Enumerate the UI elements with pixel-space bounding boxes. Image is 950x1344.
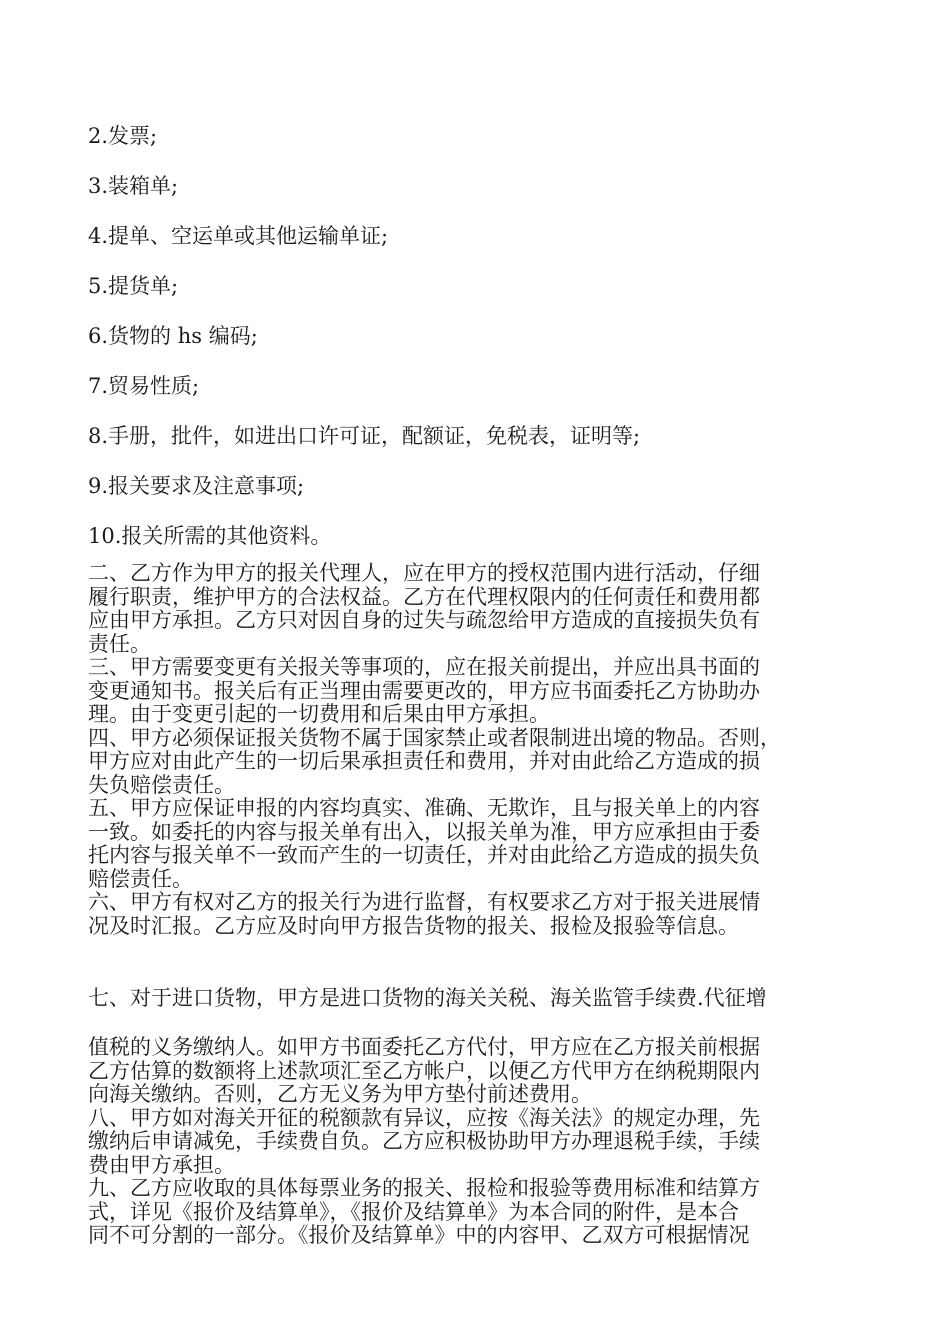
- list-item-invoice: 2.发票;: [88, 124, 158, 148]
- text-line: 六、甲方有权对乙方的报关行为进行监督，有权要求乙方对于报关进展情: [88, 890, 760, 914]
- text-line: 应由甲方承担。乙方只对因自身的过失与疏忽给甲方造成的直接损失负有: [88, 608, 760, 632]
- text-line: 履行职责，维护甲方的合法权益。乙方在代理权限内的任何责任和费用都: [88, 584, 760, 609]
- clauses-seven-to-nine: [88, 1036, 863, 1248]
- text-line: 缴纳后申请减免，手续费自负。乙方应积极协助甲方办理退税手续，手续: [88, 1129, 760, 1153]
- list-item-bill-of-lading: 4.提单、空运单或其他运输单证;: [88, 224, 389, 248]
- text-line: 托内容与报关单不一致而产生的一切责任，并对由此给乙方造成的损失负: [88, 843, 760, 867]
- text-line: 赔偿责任。: [88, 866, 193, 891]
- text-line: 四、甲方必须保证报关货物不属于国家禁止或者限制进出境的物品。否则，: [88, 725, 781, 750]
- list-item-packing-list: 3.装箱单;: [88, 174, 179, 198]
- list-item-hs-code: 6.货物的 hs 编码;: [88, 324, 258, 348]
- list-item-other-materials: 10.报关所需的其他资料。: [88, 524, 332, 548]
- list-item-permits: 8.手册，批件，如进出口许可证，配额证，免税表，证明等;: [88, 424, 641, 448]
- clause-seven-first-line: 七、对于进口货物，甲方是进口货物的海关关税、海关监管手续费.代征增: [88, 986, 767, 1010]
- text-line: 八、甲方如对海关开征的税额款有异议，应按《海关法》的规定办理，先: [88, 1105, 760, 1130]
- text-line: 值税的义务缴纳人。如甲方书面委托乙方代付，甲方应在乙方报关前根据: [88, 1035, 760, 1059]
- text-line: 二、乙方作为甲方的报关代理人，应在甲方的授权范围内进行活动，仔细: [88, 561, 760, 585]
- list-item-delivery-order: 5.提货单;: [88, 274, 179, 298]
- text-line: 九、乙方应收取的具体每票业务的报关、报检和报验等费用标准和结算方: [88, 1176, 760, 1200]
- text-line: 费由甲方承担。: [88, 1152, 235, 1177]
- text-line: 向海关缴纳。否则，乙方无义务为甲方垫付前述费用。: [88, 1082, 592, 1106]
- text-line: 变更通知书。报关后有正当理由需要更改的，甲方应书面委托乙方协助办: [88, 678, 760, 703]
- text-line: 同不可分割的一部分。《报价及结算单》中的内容甲、乙双方可根据情况: [88, 1223, 750, 1247]
- list-item-requirements: 9.报关要求及注意事项;: [88, 474, 305, 498]
- text-line: 五、甲方应保证申报的内容均真实、准确、无欺诈，且与报关单上的内容: [88, 796, 760, 820]
- text-line: 甲方应对由此产生的一切后果承担责任和费用，并对由此给乙方造成的损: [88, 749, 760, 773]
- clauses-two-to-six: [88, 562, 863, 938]
- text-line: 乙方估算的数额将上述款项汇至乙方帐户，以便乙方代甲方在纳税期限内: [88, 1058, 760, 1083]
- text-line: 式，详见《报价及结算单》，《报价及结算单》为本合同的附件，是本合: [88, 1199, 739, 1224]
- text-line: 况及时汇报。乙方应及时向甲方报告货物的报关、报检及报验等信息。: [88, 913, 739, 938]
- text-line: 失负赔偿责任。: [88, 772, 235, 797]
- text-line: 责任。: [88, 631, 151, 656]
- list-item-trade-nature: 7.贸易性质;: [88, 374, 200, 398]
- text-line: 一致。如委托的内容与报关单有出入，以报关单为准，甲方应承担由于委: [88, 819, 760, 844]
- text-line: 三、甲方需要变更有关报关等事项的，应在报关前提出，并应出具书面的: [88, 655, 760, 679]
- text-line: 理。由于变更引起的一切费用和后果由甲方承担。: [88, 702, 550, 726]
